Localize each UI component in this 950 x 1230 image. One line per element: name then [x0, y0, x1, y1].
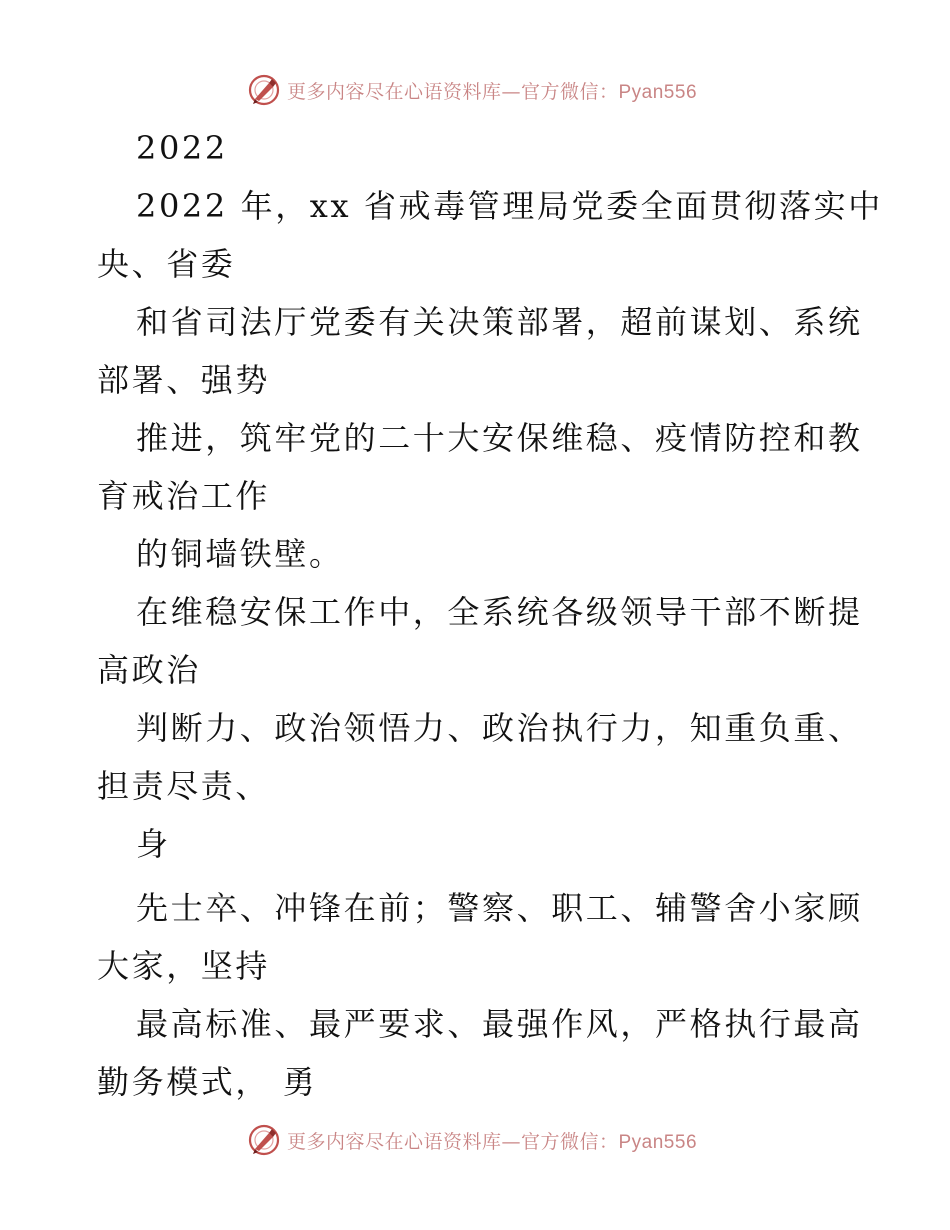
- watermark-text: [287, 1127, 697, 1154]
- text-line: 判断力、政治领悟力、政治执行力，知重负重、: [136, 709, 863, 747]
- watermark-wechat-id: Pyan556: [618, 81, 698, 103]
- pen-logo-icon: [247, 1123, 281, 1157]
- text-line: 的铜墙铁壁。: [136, 535, 344, 573]
- text-line: 部署、强势: [97, 361, 271, 399]
- watermark-label: 更多内容尽在心语资料库—官方微信：: [286, 1130, 619, 1153]
- watermark-wechat-id: Pyan556: [618, 1131, 698, 1153]
- watermark-label: 更多内容尽在心语资料库—官方微信：: [286, 80, 619, 103]
- text-line: 在维稳安保工作中，全系统各级领导干部不断提: [136, 593, 863, 631]
- text-line: 勤务模式， 勇: [97, 1063, 318, 1101]
- text-line: 2022 年，xx 省戒毒管理局党委全面贯彻落实中: [136, 187, 883, 225]
- text-line: 大家，坚持: [97, 947, 271, 985]
- header-watermark: [0, 70, 950, 110]
- footer-watermark: [0, 1120, 950, 1160]
- watermark-text: [287, 77, 697, 104]
- text-line: 先士卒、冲锋在前；警察、职工、辅警舍小家顾: [136, 889, 863, 927]
- text-line: 和省司法厅党委有关决策部署，超前谋划、系统: [136, 303, 863, 341]
- text-line: 央、省委: [97, 245, 236, 283]
- text-line: 2022: [136, 129, 228, 167]
- text-line: 身: [136, 825, 171, 863]
- text-line: 高政治: [97, 651, 201, 689]
- pen-logo-icon: [247, 73, 281, 107]
- text-line: 最高标准、最严要求、最强作风，严格执行最高: [136, 1005, 863, 1043]
- text-line: 推进，筑牢党的二十大安保维稳、疫情防控和教: [136, 419, 863, 457]
- text-line: 育戒治工作: [97, 477, 271, 515]
- text-line: 担责尽责、: [97, 767, 271, 805]
